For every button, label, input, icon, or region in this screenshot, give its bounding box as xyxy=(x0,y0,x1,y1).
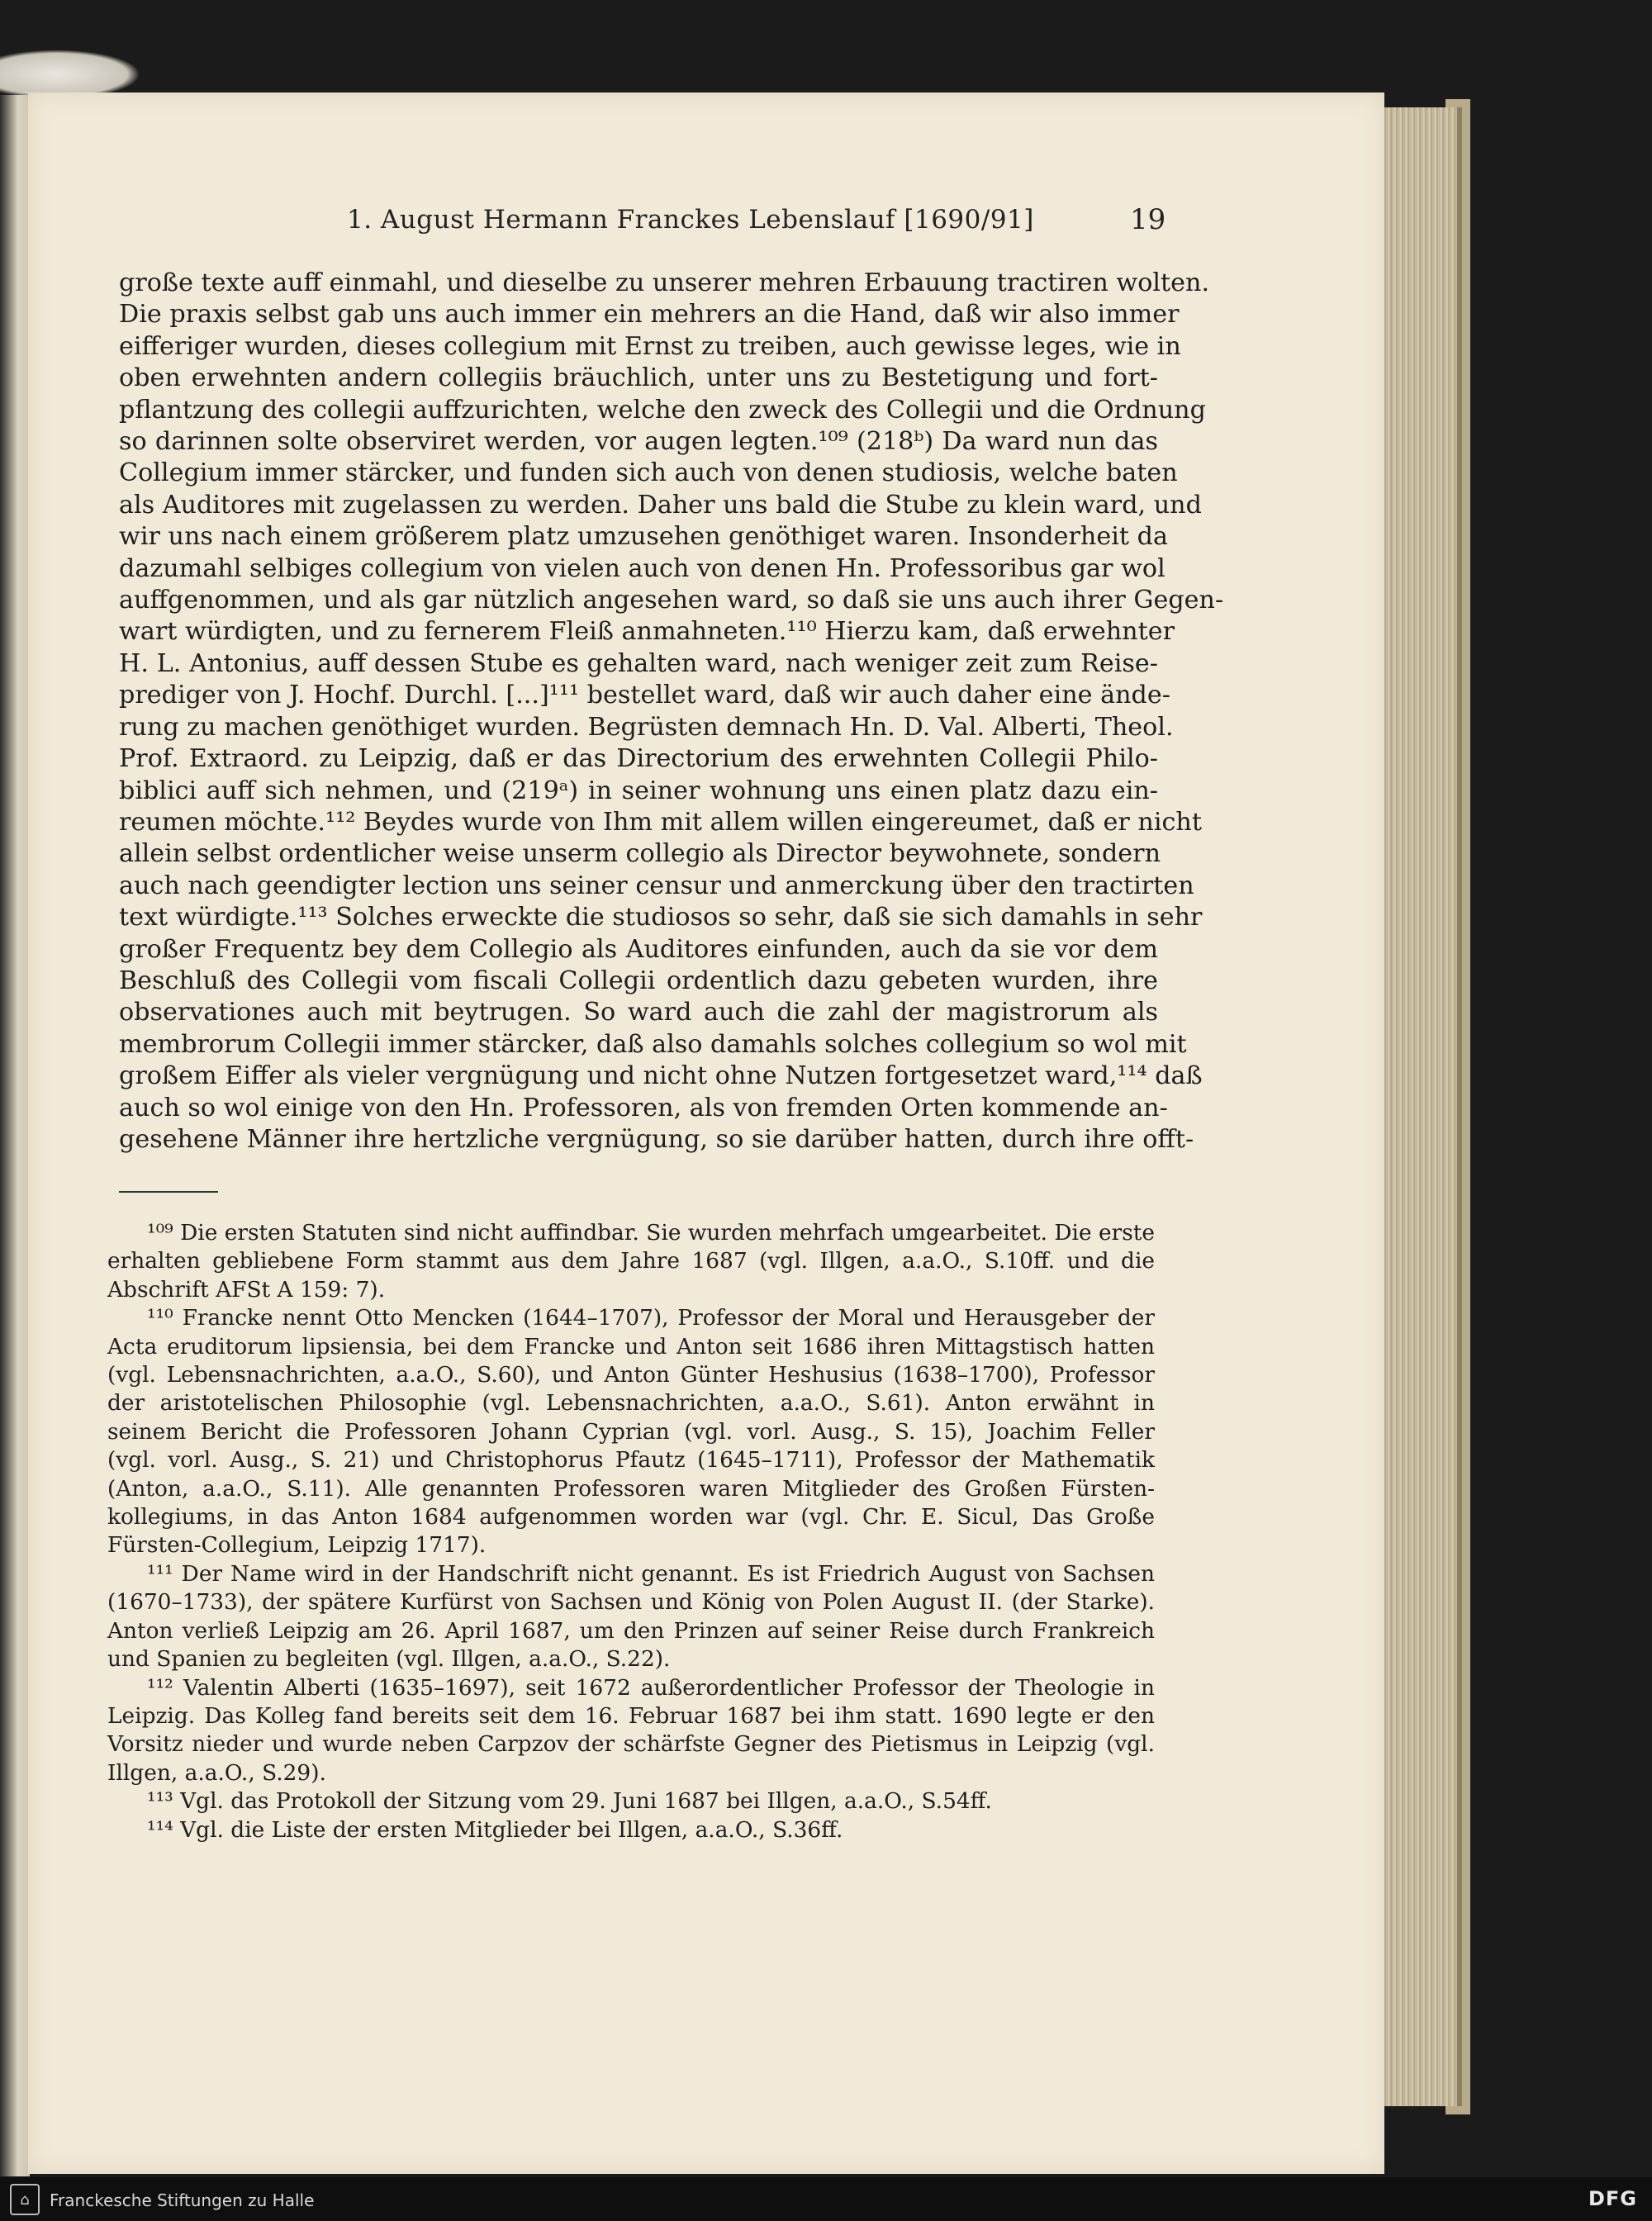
foundation-logo-icon: ⌂ xyxy=(10,2184,40,2215)
text-line: großem Eiffer als vieler vergnügung und nicht ohne Nutzen fortgesetzet ward,¹¹⁴ daß xyxy=(119,1061,1203,1091)
footnote-line: Acta eruditorum lipsiensia, bei dem Francke und Anton seit 1686 ihren Mittagstisch hatten xyxy=(107,1333,1155,1360)
text-line: wir uns nach einem größerem platz umzusehen genöthiget waren. Insonderheit da xyxy=(119,522,1168,552)
text-line: prediger von J. Hochf. Durchl. [...]¹¹¹ bestellet ward, daß wir auch daher eine ände- xyxy=(119,681,1170,710)
footnote-line: ¹¹⁴ Vgl. die Liste der ersten Mitglieder bei Illgen, a.a.O., S.36ff. xyxy=(147,1816,843,1843)
text-line: gesehene Männer ihre hertzliche vergnügung, so sie darüber hatten, durch ihre offt- xyxy=(119,1124,1194,1154)
text-line: als Auditores mit zugelassen zu werden. Daher uns bald die Stube zu klein ward, und xyxy=(119,490,1202,520)
running-head: 1. August Hermann Franckes Lebenslauf [1690/91] xyxy=(347,205,1034,235)
text-line: rung zu machen genöthiget wurden. Begrüsten demnach Hn. D. Val. Alberti, Theol. xyxy=(119,712,1174,742)
text-line: Die praxis selbst gab uns auch immer ein mehrers an die Hand, daß wir also immer xyxy=(119,300,1180,330)
text-line: auch nach geendigter lection uns seiner censur und anmerckung über den tractirten xyxy=(119,871,1194,900)
text-line: eifferiger wurden, dieses collegium mit Ernst zu treiben, auch gewisse leges, wie in xyxy=(119,331,1181,361)
text-line: großer Frequentz bey dem Collegio als Auditores einfunden, auch da sie vor dem xyxy=(119,934,1158,964)
text-line: membrorum Collegii immer stärcker, daß also damahls solches collegium so wol mit xyxy=(119,1029,1187,1059)
text-line: allein selbst ordentlicher weise unserm collegio als Director beywohnete, sondern xyxy=(119,839,1161,869)
library-name: Franckesche Stiftungen zu Halle xyxy=(50,2190,315,2210)
text-line: Collegium immer stärcker, und funden sich auch von denen studiosis, welche baten xyxy=(119,458,1178,488)
footnote-line: Fürsten-Collegium, Leipzig 1717). xyxy=(107,1532,487,1559)
footnote-line: ¹¹² Valentin Alberti (1635–1697), seit 1672 außerordentlicher Professor der Theologie in xyxy=(147,1674,1155,1701)
footnote-line: (vgl. Lebensnachrichten, a.a.O., S.60), und Anton Günter Heshusius (1638–1700), Professor xyxy=(107,1362,1155,1388)
text-line: biblici auff sich nehmen, und (219ᵃ) in seiner wohnung uns einen platz dazu ein- xyxy=(119,776,1158,805)
dfg-logo: DFG xyxy=(1588,2187,1637,2210)
text-line: wart würdigten, und zu fernerem Fleiß anmahneten.¹¹⁰ Hierzu kam, daß erwehnter xyxy=(119,617,1175,647)
text-line: so darinnen solte observiret werden, vor augen legten.¹⁰⁹ (218ᵇ) Da ward nun das xyxy=(119,427,1158,457)
text-line: Beschluß des Collegii vom fiscali Collegii ordentlich dazu gebeten wurden, ihre xyxy=(119,966,1158,995)
footnote-line: Illgen, a.a.O., S.29). xyxy=(107,1759,326,1786)
main-text xyxy=(119,268,1224,1156)
footnote-line: ¹¹⁰ Francke nennt Otto Mencken (1644–1707), Professor der Moral und Herausgeber der xyxy=(147,1305,1155,1331)
footnote-line: (1670–1733), der spätere Kurfürst von Sachsen und König von Polen August II. (der Starke). xyxy=(107,1589,1155,1616)
text-line: text würdigte.¹¹³ Solches erweckte die studiosos so sehr, daß sie sich damahls in sehr xyxy=(119,903,1203,933)
footnote-line: Vorsitz nieder und wurde neben Carpzov der schärfste Gegner des Pietismus in Leipzig (vgl. xyxy=(107,1731,1155,1758)
text-line: große texte auff einmahl, und dieselbe zu unserer mehren Erbauung tractiren wolten. xyxy=(119,268,1210,297)
footnote-line: (vgl. vorl. Ausg., S. 21) und Christophorus Pfautz (1645–1711), Professor der Mathematik xyxy=(107,1447,1155,1474)
footnote-line: Anton verließ Leipzig am 26. April 1687, um den Prinzen auf seiner Reise durch Frankreich xyxy=(107,1617,1155,1644)
text-line: observationes auch mit beytrugen. So ward auch die zahl der magistrorum als xyxy=(119,998,1158,1027)
footnote-line: und Spanien zu begleiten (vgl. Illgen, a.a.O., S.22). xyxy=(107,1646,671,1673)
footnote-line: seinem Bericht die Professoren Johann Cyprian (vgl. vorl. Ausg., S. 15), Joachim Feller xyxy=(107,1418,1155,1445)
text-line: Prof. Extraord. zu Leipzig, daß er das Directorium des erwehnten Collegii Philo- xyxy=(119,744,1158,774)
text-line: H. L. Antonius, auff dessen Stube es gehalten ward, nach weniger zeit zum Reise- xyxy=(119,648,1158,678)
footnotes xyxy=(107,1219,1155,1844)
book-fore-edge xyxy=(1381,107,1462,2106)
footnote-rule xyxy=(119,1191,218,1193)
page-number: 19 xyxy=(1130,203,1166,236)
footnote-line: ¹¹³ Vgl. das Protokoll der Sitzung vom 29. Juni 1687 bei Illgen, a.a.O., S.54ff. xyxy=(147,1788,992,1815)
footnote-line: ¹⁰⁹ Die ersten Statuten sind nicht auffindbar. Sie wurden mehrfach umgearbeitet. Die erste xyxy=(147,1220,1155,1246)
footnote-line: Abschrift AFSt A 159: 7). xyxy=(107,1276,386,1303)
text-line: auffgenommen, und als gar nützlich angesehen ward, so daß sie uns auch ihrer Gegen- xyxy=(119,586,1224,615)
footnote-line: (Anton, a.a.O., S.11). Alle genannten Professoren waren Mitglieder des Großen Fürsten- xyxy=(107,1475,1155,1502)
text-line: reumen möchte.¹¹² Beydes wurde von Ihm mit allem willen eingereumet, daß er nicht xyxy=(119,807,1202,837)
left-page-edge xyxy=(0,95,30,2176)
footnote-line: erhalten gebliebene Form stammt aus dem Jahre 1687 (vgl. Illgen, a.a.O., S.10ff. und die xyxy=(107,1248,1155,1274)
footnote-line: kollegiums, in das Anton 1684 aufgenommen worden war (vgl. Chr. E. Sicul, Das Große xyxy=(107,1504,1155,1530)
bookmark-ribbon xyxy=(0,50,140,99)
footnote-line: ¹¹¹ Der Name wird in der Handschrift nicht genannt. Es ist Friedrich August von Sachsen xyxy=(147,1560,1155,1587)
footnote-line: der aristotelischen Philosophie (vgl. Lebensnachrichten, a.a.O., S.61). Anton erwähnt in xyxy=(107,1390,1155,1417)
text-line: pflantzung des collegii auffzurichten, welche den zweck des Collegii und die Ordnung xyxy=(119,395,1206,425)
text-line: oben erwehnten andern collegiis bräuchlich, unter uns zu Bestetigung und fort- xyxy=(119,363,1158,393)
text-line: auch so wol einige von den Hn. Professoren, als von fremden Orten kommende an- xyxy=(119,1093,1168,1122)
footnote-line: Leipzig. Das Kolleg fand bereits seit dem 16. Februar 1687 bei ihm statt. 1690 legte er den xyxy=(107,1702,1155,1729)
text-line: dazumahl selbiges collegium von vielen auch von denen Hn. Professoribus gar wol xyxy=(119,553,1165,583)
